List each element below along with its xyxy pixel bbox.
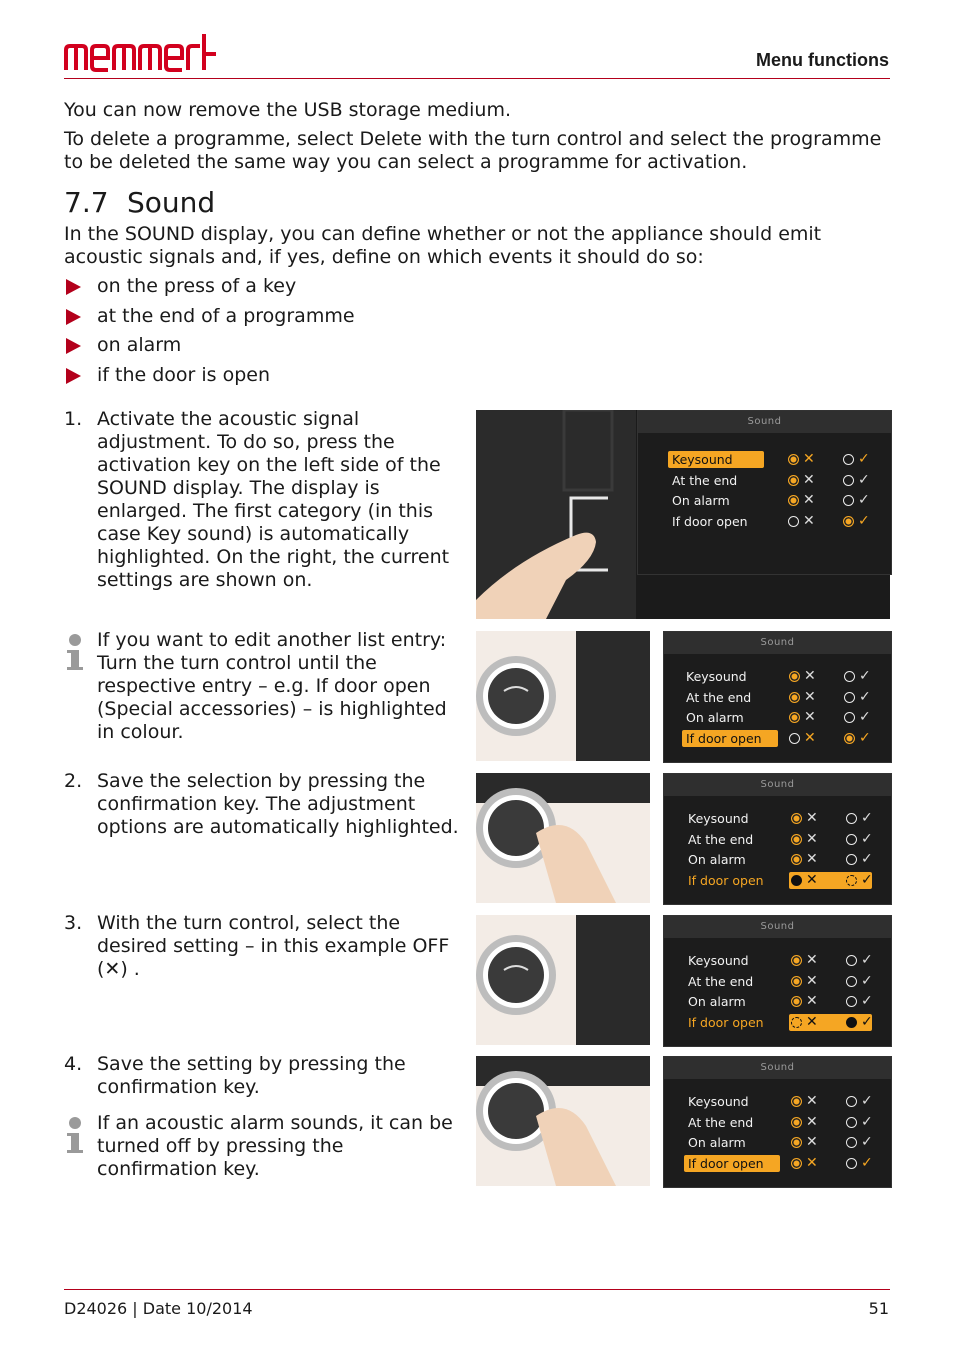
cross-icon: ✕ [806,851,818,867]
header-rule [64,78,890,79]
display-row-label: If door open [688,1014,764,1030]
display-row[interactable] [684,1114,780,1131]
display-row-label: If door open [684,1155,780,1172]
cross-icon: ✕ [803,451,815,467]
off-radio-icon [789,712,800,723]
display-row-label: Keysound [688,953,749,968]
event-list [66,275,355,393]
off-radio-icon [791,976,802,987]
cross-icon: ✕ [806,810,818,826]
turn-control-icon [476,915,650,1045]
list-item: at the end of a programme [66,305,355,335]
step-1-text: Activate the acoustic signal adjustment. To do so, press the activation key on the left side of the SOUND display. The display is enlarged. The first category (in this case Key sound) is automatically highlighted. On the right, the current settings are shown on. [97,408,450,591]
cross-icon: ✕ [806,871,818,888]
off-radio-icon [791,854,802,865]
check-icon: ✓ [861,1134,873,1150]
bullet-triangle-icon [66,368,81,384]
off-radio-icon [788,454,799,465]
check-icon: ✓ [861,972,873,989]
cross-icon: ✕ [806,1154,818,1171]
cross-icon: ✕ [803,512,815,529]
on-radio-icon [846,976,857,987]
check-icon: ✓ [858,512,870,529]
bullet-triangle-icon [66,338,81,354]
display-header: Sound [664,1057,891,1079]
display-row[interactable] [684,952,780,969]
off-radio-icon [788,495,799,506]
section-title: Sound [127,186,216,219]
step-4-number: 4. [64,1053,83,1075]
display-row-label: On alarm [688,1135,746,1150]
on-radio-icon [846,1096,857,1107]
on-radio-icon [846,1137,857,1148]
off-radio-icon [791,1017,802,1028]
on-radio-icon [846,1158,857,1169]
off-radio-icon [789,671,800,682]
cross-icon: ✕ [803,471,815,488]
display-row[interactable] [684,973,780,990]
display-row-label: At the end [688,831,754,847]
intro-paragraph-2: To delete a programme, select Delete with the turn control and select the programme to be deleted the same way you can select a programme for activation. [64,128,882,173]
display-row[interactable] [682,730,778,747]
display-header: Sound [664,774,891,796]
display-row-label: If door open [672,513,748,529]
check-icon: ✓ [858,492,870,508]
info-icon [64,632,86,672]
display-row-label: Keysound [686,669,747,684]
check-icon: ✓ [859,729,871,746]
display-header: Sound [664,632,891,654]
sound-display-3 [663,773,892,905]
display-row[interactable] [682,668,778,685]
on-radio-icon [844,671,855,682]
check-icon: ✓ [859,709,871,725]
sound-display-4 [663,915,892,1047]
intro-paragraph-1: You can now remove the USB storage medium. [64,99,512,121]
on-radio-icon [846,854,857,865]
display-row-label: At the end [672,472,738,488]
on-radio-icon [846,955,857,966]
off-radio-icon [791,875,802,886]
display-row[interactable] [684,993,780,1010]
footer-doc-id: D24026 | Date 10/2014 [64,1299,253,1318]
display-row[interactable] [668,492,764,509]
cross-icon: ✕ [806,1093,818,1109]
turn-control-photo-4 [476,915,650,1045]
check-icon: ✓ [861,871,873,888]
step-2-number: 2. [64,770,83,792]
off-radio-icon [788,516,799,527]
cross-icon: ✕ [806,1113,818,1130]
display-row[interactable] [684,851,780,868]
on-radio-icon [844,692,855,703]
display-row[interactable] [684,810,780,827]
bullet-triangle-icon [66,309,81,325]
info-2-text: If an acoustic alarm sounds, it can be turned off by pressing the confirmation key. [97,1112,453,1180]
display-row[interactable] [684,831,780,848]
off-radio-icon [791,813,802,824]
confirm-key-photo-5 [476,1056,650,1186]
off-radio-icon [791,1137,802,1148]
cross-icon: ✕ [806,830,818,847]
list-item: on the press of a key [66,275,355,305]
display-row[interactable] [682,709,778,726]
on-radio-icon [843,454,854,465]
display-row[interactable] [668,513,764,530]
turn-control-icon [476,631,650,761]
off-symbol: ✕ [104,958,121,980]
off-radio-icon [791,834,802,845]
sound-display-1 [637,410,892,575]
memmert-logo [64,32,216,72]
confirm-key-photo-3 [476,773,650,903]
info-1-text: If you want to edit another list entry: Turn the turn control until the respective entry – e.g. If door open (Special accessories) – is highlighted in colour. [97,629,447,743]
off-radio-icon [791,1096,802,1107]
display-row-label: On alarm [686,710,744,725]
step-2-text: Save the selection by pressing the confirmation key. The adjustment options are automatically highlighted. [97,770,459,838]
display-row-label: At the end [688,1114,754,1130]
check-icon: ✓ [861,1013,873,1030]
check-icon: ✓ [861,830,873,847]
cross-icon: ✕ [804,709,816,725]
display-row-label: At the end [688,973,754,989]
cross-icon: ✕ [806,952,818,968]
bullet-triangle-icon [66,279,81,295]
step-4-text: Save the setting by pressing the confirmation key. [97,1053,406,1098]
check-icon: ✓ [861,952,873,968]
check-icon: ✓ [859,668,871,684]
on-radio-icon [846,813,857,824]
on-radio-icon [843,516,854,527]
display-row[interactable] [684,1093,780,1110]
display-row-label: Keysound [668,451,764,468]
on-radio-icon [844,712,855,723]
off-radio-icon [789,692,800,703]
check-icon: ✓ [861,993,873,1009]
on-radio-icon [846,996,857,1007]
off-radio-icon [789,733,800,744]
sound-display-5 [663,1056,892,1188]
display-row-label: Keysound [688,1094,749,1109]
off-radio-icon [791,1158,802,1169]
display-row[interactable] [684,1014,780,1031]
off-radio-icon [791,1117,802,1128]
display-row-label: At the end [686,689,752,705]
display-row-label: If door open [682,730,778,747]
off-radio-icon [788,475,799,486]
on-radio-icon [844,733,855,744]
cross-icon: ✕ [806,993,818,1009]
sound-display-2 [663,631,892,763]
section-number: 7.7 [64,186,109,219]
footer-rule [64,1289,890,1290]
display-row[interactable] [668,451,764,468]
section-heading [64,186,215,219]
section-lead: In the SOUND display, you can define whether or not the appliance should emit acoustic signals and, if yes, define on which events it should do so: [64,223,822,268]
check-icon: ✓ [859,688,871,705]
check-icon: ✓ [861,810,873,826]
cross-icon: ✕ [806,1134,818,1150]
display-row-label: On alarm [672,493,730,508]
page-number: 51 [868,1299,889,1318]
cross-icon: ✕ [806,1013,818,1030]
display-row-label: If door open [688,872,764,888]
term-sound: SOUND [124,223,195,245]
check-icon: ✓ [861,1154,873,1171]
check-icon: ✓ [861,1113,873,1130]
on-radio-icon [846,1017,857,1028]
on-radio-icon [843,475,854,486]
on-radio-icon [846,875,857,886]
cross-icon: ✕ [804,729,816,746]
check-icon: ✓ [858,471,870,488]
step-3-text: With the turn control, select the desired setting – in this example OFF (✕) . [97,912,450,980]
display-row[interactable] [668,472,764,489]
cross-icon: ✕ [804,688,816,705]
step-3-number: 3. [64,912,83,934]
check-icon: ✓ [858,451,870,467]
display-row[interactable] [684,1155,780,1172]
display-row[interactable] [684,872,780,889]
check-icon: ✓ [861,1093,873,1109]
off-radio-icon [791,955,802,966]
turn-control-photo-2 [476,631,650,761]
cross-icon: ✕ [804,668,816,684]
display-row[interactable] [682,689,778,706]
term-delete: Delete [359,128,422,150]
check-icon: ✓ [861,851,873,867]
confirmation-key-icon [476,1056,650,1186]
on-radio-icon [846,834,857,845]
list-item: if the door is open [66,364,355,394]
display-row-label: Keysound [688,811,749,826]
cross-icon: ✕ [806,972,818,989]
display-row[interactable] [684,1134,780,1151]
confirmation-key-icon [476,773,650,903]
display-row-label: On alarm [688,994,746,1009]
display-header: Sound [638,411,891,433]
on-radio-icon [843,495,854,506]
off-radio-icon [791,996,802,1007]
on-radio-icon [846,1117,857,1128]
display-header: Sound [664,916,891,938]
header-title: Menu functions [756,50,889,70]
info-icon [64,1115,86,1155]
cross-icon: ✕ [803,492,815,508]
display-row-label: On alarm [688,852,746,867]
list-item: on alarm [66,334,355,364]
step-1-number: 1. [64,408,83,430]
